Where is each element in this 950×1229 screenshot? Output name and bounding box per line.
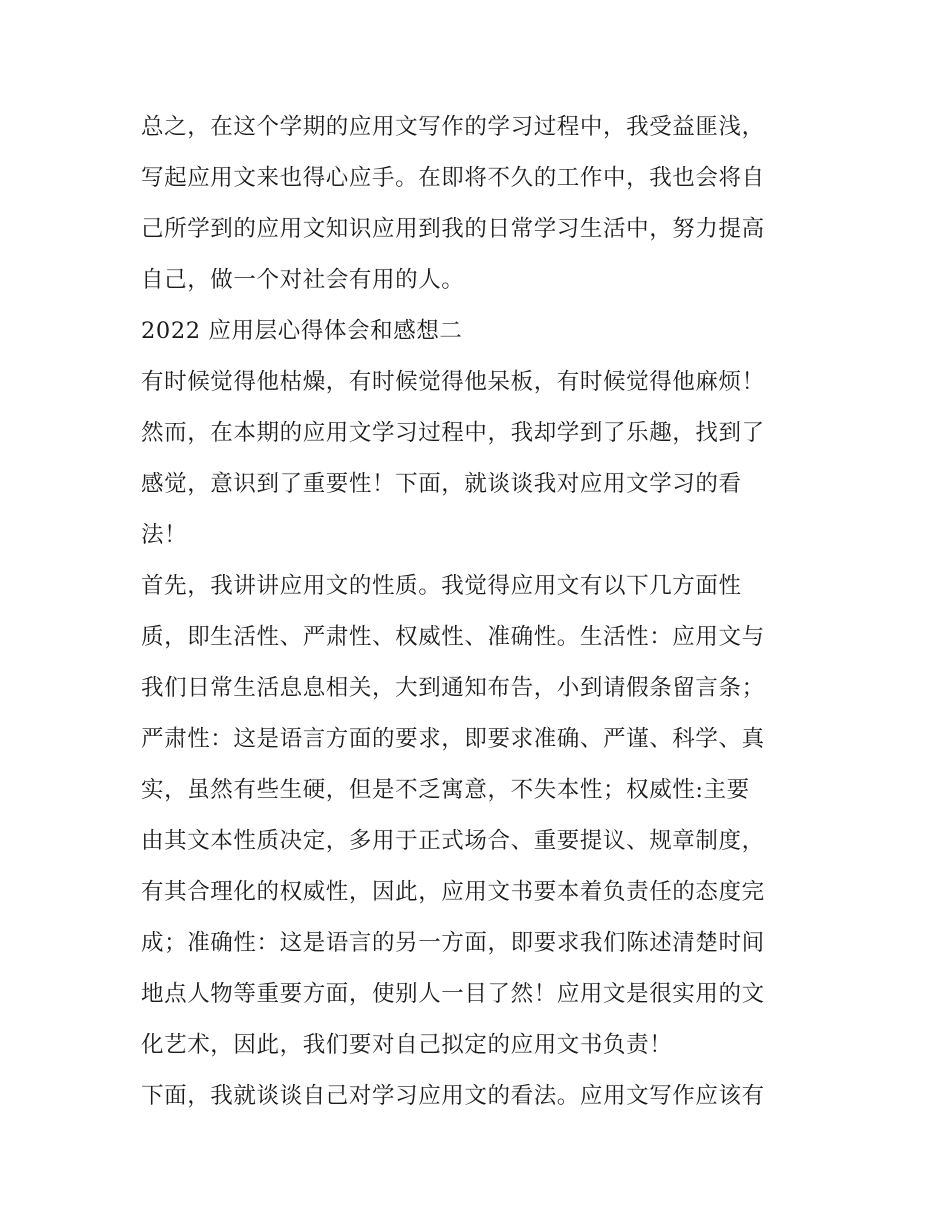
text-line: 有其合理化的权威性，因此，应用文书要本着负责任的态度完 [141, 879, 765, 905]
text-line: 法！ [141, 522, 188, 548]
text-line: 自己，做一个对社会有用的人。 [141, 267, 465, 293]
text-line: 质，即生活性、严肃性、权威性、准确性。生活性：应用文与 [141, 624, 765, 650]
section-heading: 2022 应用层心得体会和感想二 [141, 318, 463, 344]
text-line: 化艺术，因此，我们要对自己拟定的应用文书负责！ [141, 1032, 673, 1058]
text-line: 严肃性：这是语言方面的要求，即要求准确、严谨、科学、真 [141, 726, 765, 752]
text-line: 成；准确性：这是语言的另一方面，即要求我们陈述清楚时间 [141, 930, 765, 956]
document-body [141, 102, 821, 1122]
text-line: 感觉，意识到了重要性！下面，就谈谈我对应用文学习的看 [141, 471, 742, 497]
text-line: 首先，我讲讲应用文的性质。我觉得应用文有以下几方面性 [141, 573, 742, 599]
text-line: 然而，在本期的应用文学习过程中，我却学到了乐趣，找到了 [141, 420, 765, 446]
text-line: 实，虽然有些生硬，但是不乏寓意，不失本性；权威性:主要 [141, 777, 750, 803]
text-line: 总之，在这个学期的应用文写作的学习过程中，我受益匪浅， [141, 114, 765, 140]
text-line: 由其文本性质决定，多用于正式场合、重要提议、规章制度， [141, 828, 765, 854]
text-line: 写起应用文来也得心应手。在即将不久的工作中，我也会将自 [141, 165, 765, 191]
text-line: 有时候觉得他枯燥，有时候觉得他呆板，有时候觉得他麻烦！ [141, 369, 765, 395]
text-line: 我们日常生活息息相关，大到通知布告，小到请假条留言条； [141, 675, 765, 701]
text-line: 己所学到的应用文知识应用到我的日常学习生活中，努力提高 [141, 216, 765, 242]
text-line: 下面，我就谈谈自己对学习应用文的看法。应用文写作应该有 [141, 1083, 765, 1109]
text-line: 地点人物等重要方面，使别人一目了然！应用文是很实用的文 [141, 981, 765, 1007]
